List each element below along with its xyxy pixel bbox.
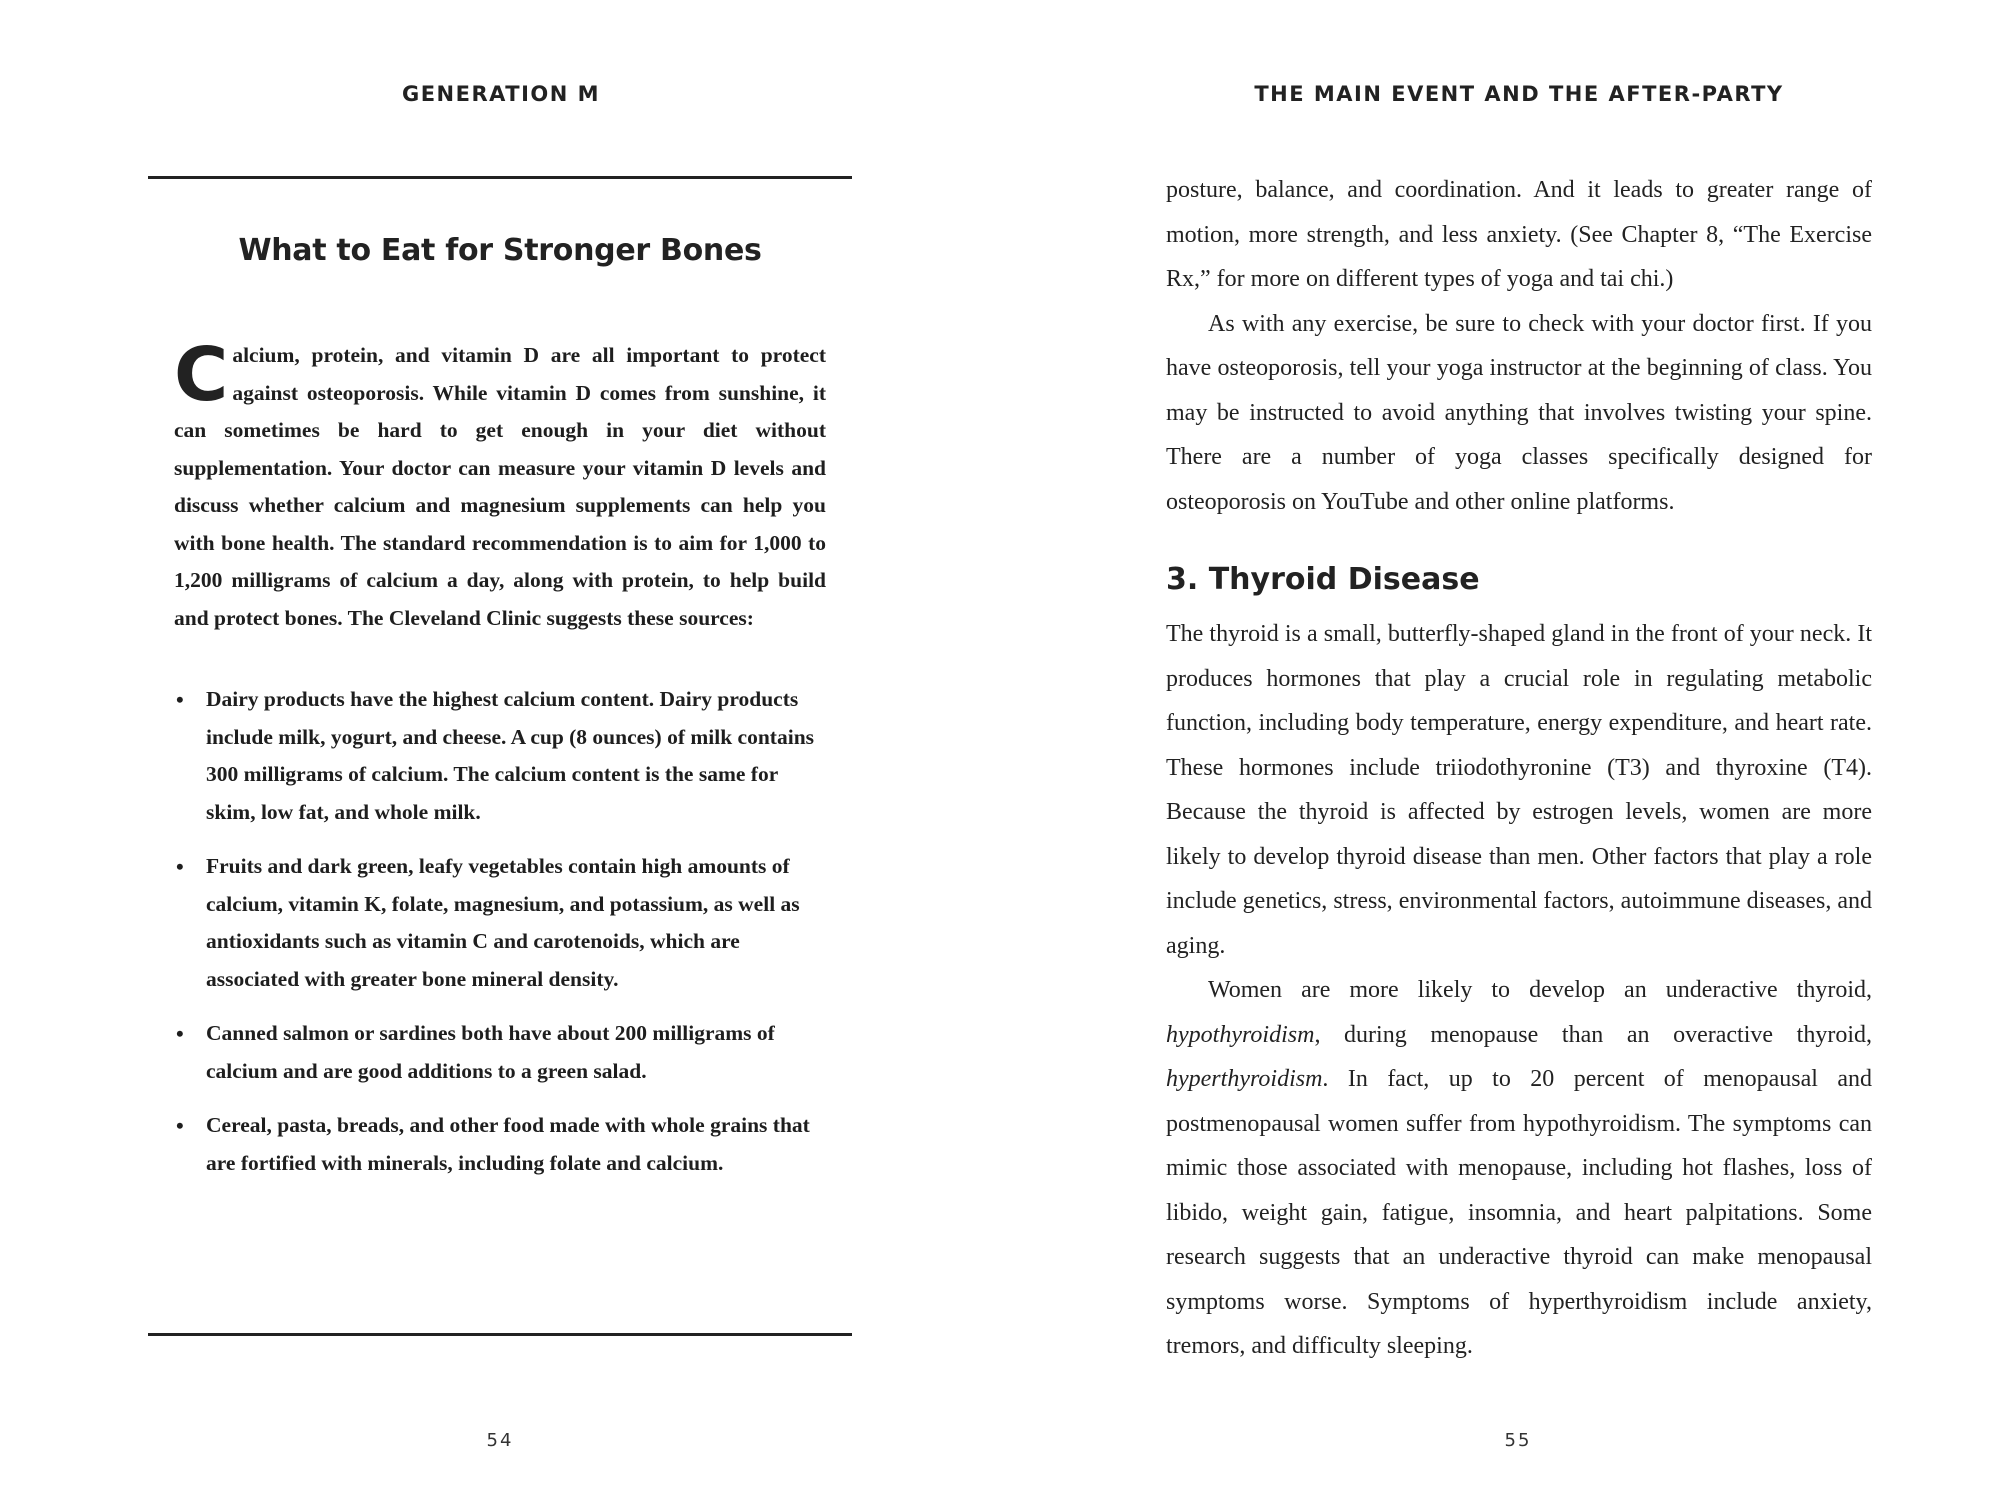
bullet-icon: • bbox=[176, 1021, 184, 1046]
italic-term: hypothyroidism bbox=[1166, 1021, 1315, 1048]
sidebar-intro-text: alcium, protein, and vitamin D are all important to protect against osteoporosis. While vitamin D comes from sunshine, it can sometimes be hard to get enough in your diet without supplementation. Your doctor can measure your vitamin D levels and discuss whether calcium and magnesium supplements can help you with bone health. The standard recommendation is to aim for 1,000 to 1,200 milligrams of calcium a day, along with protein, to help build and protect bones. The Cleveland Clinic suggests these sources: bbox=[174, 343, 826, 630]
running-head-left: GENERATION M bbox=[401, 82, 601, 106]
sidebar-intro bbox=[174, 332, 826, 637]
paragraph-thyroid-intro: The thyroid is a small, butterfly-shaped gland in the front of your neck. It produces hormones that play a crucial role in regulating metabolic function, including body temperature, energy expenditure, and heart rate. These hormones include triiodothyronine (T3) and thyroxine (T4). Because the thyroid is affected by estrogen levels, women are more likely to develop thyroid disease than men. Other factors that play a role include genetics, stress, environmental factors, autoimmune diseases, and aging. bbox=[1166, 621, 1872, 959]
text-span: Women are more likely to develop an underactive thyroid, bbox=[1208, 977, 1872, 1003]
page-number-left: 54 bbox=[486, 1430, 514, 1451]
list-item bbox=[174, 848, 814, 998]
list-item-text: Canned salmon or sardines both have about 200 milligrams of calcium and are good additions to a green salad. bbox=[206, 1021, 775, 1083]
list-item bbox=[174, 1015, 814, 1090]
section-heading: 3. Thyroid Disease bbox=[1166, 562, 1480, 597]
paragraph-yoga-advice: As with any exercise, be sure to check with your doctor first. If you have osteoporosis, tell your yoga instructor at the beginning of class. You may be instructed to avoid anything that involves twisting your spine. There are a number of yoga classes specifically designed for osteoporosis on YouTube and other online platforms. bbox=[1166, 310, 1872, 515]
bullet-icon: • bbox=[176, 1113, 184, 1138]
right-page bbox=[1000, 0, 2000, 1500]
sidebar-bullet-list bbox=[174, 681, 814, 1199]
paragraph-continued: posture, balance, and coordination. And it leads to greater range of motion, more strength, and less anxiety. (See Chapter 8, “The Exercise Rx,” for more on different types of yoga and tai chi.) bbox=[1166, 177, 1872, 292]
list-item-text: Fruits and dark green, leafy vegetables contain high amounts of calcium, vitamin K, folate, magnesium, and potassium, as well as antioxidants such as vitamin C and carotenoids, which are associated with greater bone mineral density. bbox=[206, 854, 800, 991]
list-item-text: Cereal, pasta, breads, and other food made with whole grains that are fortified with minerals, including folate and calcium. bbox=[206, 1113, 810, 1175]
drop-cap: C bbox=[174, 332, 229, 418]
paragraph-hypothyroidism bbox=[1166, 968, 1872, 1369]
body-block-top bbox=[1166, 168, 1872, 524]
sidebar-box bbox=[148, 176, 852, 1336]
text-span: . In fact, up to 20 percent of menopausal and postmenopausal women suffer from hypothyroidism. The symptoms can mimic those associated with menopause, including hot flashes, loss of libido, weight gain, fatigue, insomnia, and heart palpitations. Some research suggests that an underactive thyroid can make menopausal symptoms worse. Symptoms of hyperthyroidism include anxiety, tremors, and difficulty sleeping. bbox=[1166, 1066, 1872, 1359]
list-item bbox=[174, 681, 814, 831]
list-item bbox=[174, 1107, 814, 1182]
text-span: , during menopause than an overactive thyroid, bbox=[1314, 1021, 1872, 1048]
bullet-icon: • bbox=[176, 854, 184, 879]
sidebar-title: What to Eat for Stronger Bones bbox=[238, 233, 762, 268]
bullet-icon: • bbox=[176, 687, 184, 712]
list-item-text: Dairy products have the highest calcium content. Dairy products include milk, yogurt, and cheese. A cup (8 ounces) of milk contains 300 milligrams of calcium. The calcium content is the same for skim, low fat, and whole milk. bbox=[206, 687, 815, 824]
page-number-right: 55 bbox=[1504, 1430, 1532, 1451]
body-block-thyroid bbox=[1166, 612, 1872, 1369]
running-head-right: THE MAIN EVENT AND THE AFTER-PARTY bbox=[1254, 82, 1784, 106]
italic-term: hyperthyroidism bbox=[1166, 1066, 1323, 1092]
